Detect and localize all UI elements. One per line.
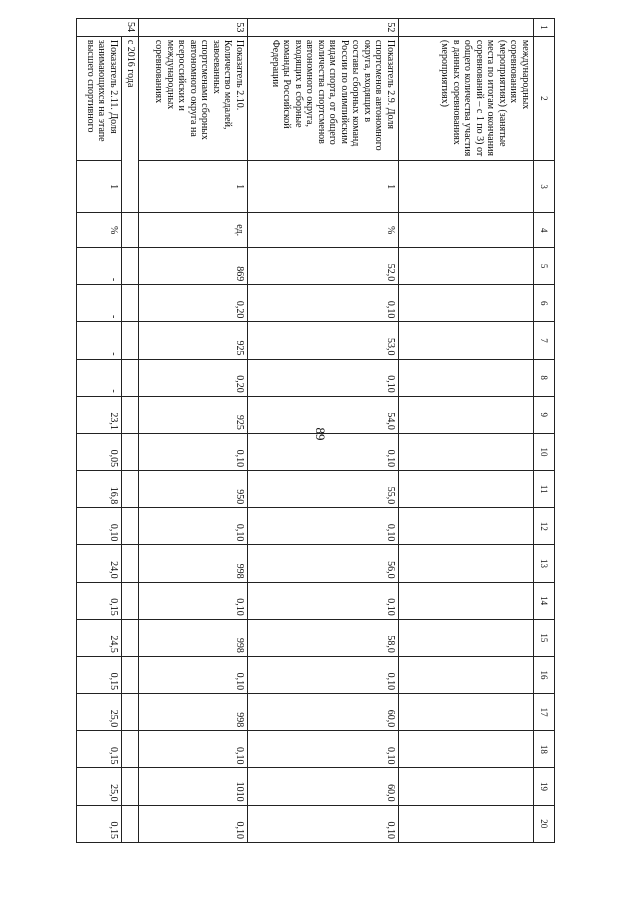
value-cell: - — [77, 359, 122, 396]
value-cell: 0,15 — [77, 805, 122, 842]
header-cell: 8 — [534, 359, 555, 396]
indicator-name: Показатель 2.9. Доля спортсменов автономного округа, входящих в составы сборных команд России по олимпийским видам спорта, от общего количества спортсменов автономного округа, входящих в сборные команды Российской Федерации — [248, 36, 399, 160]
header-cell: 9 — [534, 396, 555, 433]
header-cell: 19 — [534, 768, 555, 805]
header-cell: 4 — [534, 213, 555, 248]
since-row — [122, 19, 139, 843]
header-cell: 11 — [534, 471, 555, 508]
value-cell: 0,10 — [248, 508, 399, 545]
col3-value: 1 — [248, 160, 399, 213]
value-cell: 60,0 — [248, 768, 399, 805]
value-cell: 0,10 — [139, 433, 248, 470]
empty-cell — [122, 619, 139, 656]
header-cell: 5 — [534, 248, 555, 285]
value-cell: - — [77, 322, 122, 359]
empty-cell — [122, 694, 139, 731]
value-cell — [399, 322, 534, 359]
value-cell: 23,1 — [77, 396, 122, 433]
value-cell: 24,0 — [77, 545, 122, 582]
unit: % — [248, 213, 399, 248]
value-cell — [399, 508, 534, 545]
indicator-name: Показатель 2.10. Количество медалей, завоеванных спортсменами сборных автономного округа на всероссийских и международных соревнованиях — [139, 36, 248, 160]
table-row — [399, 19, 534, 843]
rotated-table-container — [85, 18, 555, 843]
empty-cell — [122, 248, 139, 285]
empty-cell — [122, 359, 139, 396]
header-cell: 20 — [534, 805, 555, 842]
value-cell: 998 — [139, 694, 248, 731]
empty-cell — [122, 433, 139, 470]
value-cell — [399, 545, 534, 582]
empty-cell — [122, 545, 139, 582]
value-cell: 0,10 — [248, 731, 399, 768]
value-cell: 0,20 — [139, 359, 248, 396]
col3-value: 1 — [77, 160, 122, 213]
unit: ед. — [139, 213, 248, 248]
indicator-name: Показатель 2.11. Доля занимающихся на этапе высшего спортивного — [77, 36, 122, 160]
header-cell: 3 — [534, 160, 555, 213]
value-cell: 16,8 — [77, 471, 122, 508]
value-cell: 52,0 — [248, 248, 399, 285]
value-cell — [399, 731, 534, 768]
value-cell: 0,10 — [139, 508, 248, 545]
value-cell: 0,10 — [139, 656, 248, 693]
value-cell: - — [77, 285, 122, 322]
unit: % — [77, 213, 122, 248]
value-cell — [399, 805, 534, 842]
row-number — [399, 19, 534, 37]
value-cell: 54,0 — [248, 396, 399, 433]
header-cell: 2 — [534, 36, 555, 160]
value-cell — [399, 768, 534, 805]
empty-cell — [122, 508, 139, 545]
unit — [399, 213, 534, 248]
value-cell: 0,20 — [139, 285, 248, 322]
value-cell: 869 — [139, 248, 248, 285]
header-cell: 1 — [534, 19, 555, 37]
value-cell: 58,0 — [248, 619, 399, 656]
value-cell: 0,05 — [77, 433, 122, 470]
header-cell: 15 — [534, 619, 555, 656]
value-cell — [399, 359, 534, 396]
page-number: 89 — [313, 427, 328, 441]
value-cell — [399, 656, 534, 693]
table-row — [77, 19, 122, 843]
value-cell: 56,0 — [248, 545, 399, 582]
value-cell: 55,0 — [248, 471, 399, 508]
value-cell — [399, 471, 534, 508]
value-cell: 0,15 — [77, 656, 122, 693]
value-cell: 0,15 — [77, 582, 122, 619]
empty-cell — [122, 582, 139, 619]
value-cell: 53,0 — [248, 322, 399, 359]
empty-cell — [122, 805, 139, 842]
empty-cell — [122, 471, 139, 508]
table-row — [248, 19, 399, 843]
row-number: 54 — [77, 19, 139, 37]
value-cell: 0,10 — [248, 433, 399, 470]
value-cell: 25,0 — [77, 694, 122, 731]
value-cell — [399, 248, 534, 285]
value-cell — [399, 619, 534, 656]
empty-cell — [122, 656, 139, 693]
empty-cell — [122, 285, 139, 322]
empty-cell — [122, 396, 139, 433]
value-cell: 25,0 — [77, 768, 122, 805]
empty-cell — [122, 768, 139, 805]
value-cell: 950 — [139, 471, 248, 508]
value-cell: 24,5 — [77, 619, 122, 656]
value-cell: 925 — [139, 322, 248, 359]
value-cell: 0,10 — [248, 582, 399, 619]
value-cell: 60,0 — [248, 694, 399, 731]
table-row — [139, 19, 248, 843]
header-cell: 7 — [534, 322, 555, 359]
since-note: с 2016 года — [122, 36, 139, 213]
value-cell: 0,10 — [139, 582, 248, 619]
value-cell: 925 — [139, 396, 248, 433]
col3-value: 1 — [139, 160, 248, 213]
value-cell: - — [77, 248, 122, 285]
value-cell: 0,15 — [77, 731, 122, 768]
value-cell: 0,10 — [248, 805, 399, 842]
value-cell: 998 — [139, 619, 248, 656]
value-cell — [399, 433, 534, 470]
header-cell: 18 — [534, 731, 555, 768]
indicator-name: международных соревнованиях (мероприятиях) (занятые места по итогам окончания соревнований – с 1 по 3) от общего количества участия в данных соревнованиях (мероприятиях) — [399, 36, 534, 160]
value-cell — [399, 694, 534, 731]
row-number: 53 — [139, 19, 248, 37]
header-row — [534, 19, 555, 843]
header-cell: 14 — [534, 582, 555, 619]
header-cell: 10 — [534, 433, 555, 470]
header-cell: 13 — [534, 545, 555, 582]
value-cell: 1010 — [139, 768, 248, 805]
value-cell: 0,10 — [139, 731, 248, 768]
value-cell: 0,10 — [248, 359, 399, 396]
value-cell: 0,10 — [139, 805, 248, 842]
header-cell: 12 — [534, 508, 555, 545]
value-cell: 0,10 — [248, 656, 399, 693]
value-cell — [399, 582, 534, 619]
col3-value — [399, 160, 534, 213]
indicators-table — [76, 18, 555, 843]
header-cell: 6 — [534, 285, 555, 322]
row-number: 52 — [248, 19, 399, 37]
empty-cell — [122, 731, 139, 768]
header-cell: 16 — [534, 656, 555, 693]
value-cell: 0,10 — [248, 285, 399, 322]
value-cell — [399, 396, 534, 433]
empty-cell — [122, 322, 139, 359]
empty-cell — [122, 213, 139, 248]
value-cell: 998 — [139, 545, 248, 582]
value-cell — [399, 285, 534, 322]
value-cell: 0,10 — [77, 508, 122, 545]
header-cell: 17 — [534, 694, 555, 731]
